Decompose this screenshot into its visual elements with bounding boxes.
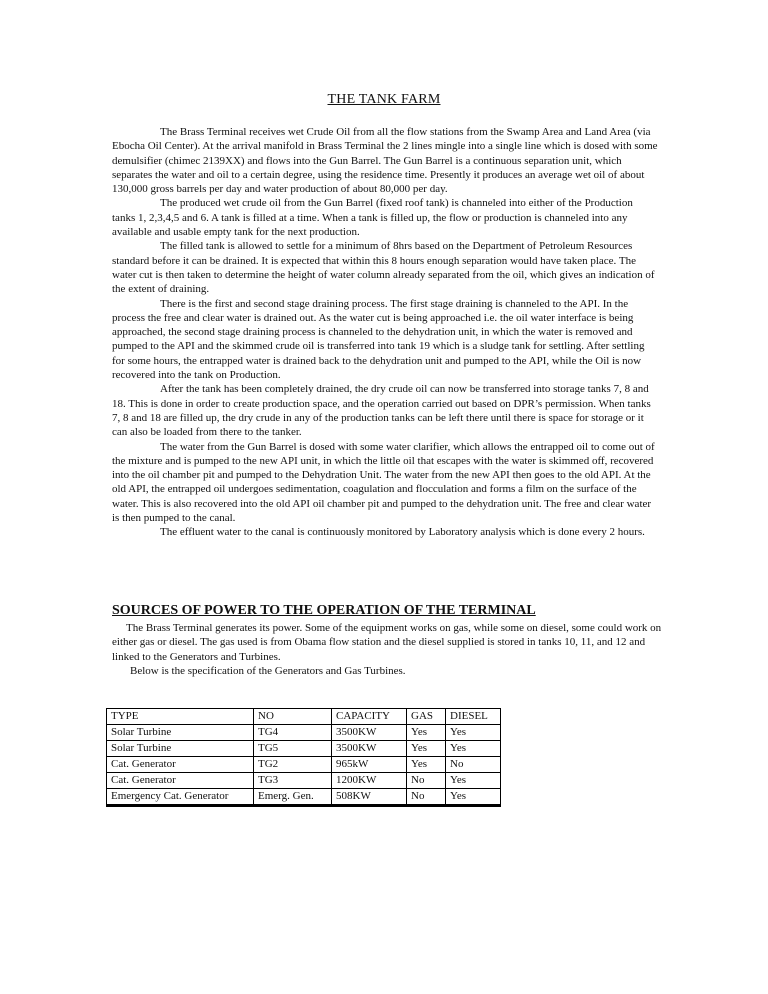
cell-diesel: Yes: [446, 741, 501, 757]
cell-no: TG3: [254, 773, 332, 789]
cell-capacity: 965kW: [332, 757, 407, 773]
cell-capacity: 508KW: [332, 789, 407, 806]
cell-capacity: 3500KW: [332, 741, 407, 757]
page-title: THE TANK FARM: [327, 92, 441, 107]
header-no: NO: [254, 709, 332, 725]
cell-no: TG5: [254, 741, 332, 757]
cell-gas: Yes: [407, 741, 446, 757]
paragraph-1: The Brass Terminal receives wet Crude Oil from all the flow stations from the Swamp Area and Land Area (via Ebocha Oil Center). At the arrival manifold in Brass Terminal the 2 lines mingle into a single line which is dosed with some demulsifier (chimec 2139XX) and flows into the Gun Barrel. The Gun Barrel is a continuous separation unit, which separates the water and oil to a certain degree, using the residence time. Presently it produces an average wet oil of about 130,000 gross barrels per day and water production of about 80,000 per day.: [112, 126, 658, 196]
cell-diesel: Yes: [446, 725, 501, 741]
cell-no: TG2: [254, 757, 332, 773]
table-intro: Below is the specification of the Generators and Gas Turbines.: [130, 664, 406, 677]
cell-gas: No: [407, 789, 446, 806]
paragraph-5: After the tank has been completely drained, the dry crude oil can now be transferred into storage tanks 7, 8 and 18. This is done in order to create production space, and the operation carried out based on DPR’s permission. When tanks 7, 8 and 18 are filled up, the dry crude in any of the production tanks can be left there until there is space for storage or it can also be loaded from there to the tanker.: [112, 383, 651, 439]
paragraph-3: The filled tank is allowed to settle for a minimum of 8hrs based on the Department of Petroleum Resources standard before it can be drained. It is expected that within this 8 hours enough separation would have taken place. The water cut is then taken to determine the height of water column already separated from the oil, which gives an indication of the extent of draining.: [112, 240, 655, 296]
cell-diesel: Yes: [446, 789, 501, 806]
cell-gas: Yes: [407, 757, 446, 773]
paragraph-4: There is the first and second stage draining process. The first stage draining is channeled to the API. In the process the free and clear water is drained out. As the water cut is being approached i.e. the oil water interface is being approached, the second stage draining process is channeled to the dehydration unit, in which the water is removed and pumped to the API and the skimmed crude oil is transferred into tank 19 which is a sludge tank for settling. After settling for some hours, the entrapped water is drained back to the dehydration unit and pumped to the API, while the Oil is now recovered into the tank on Production.: [112, 297, 645, 382]
power-paragraph: The Brass Terminal generates its power. Some of the equipment works on gas, while some on diesel, some could work on either gas or diesel. The gas used is from Obama flow station and the diesel supplied is stored in tanks 10, 11, and 12 and linked to the Generators and Turbines.: [112, 622, 662, 663]
table-row: [107, 757, 501, 773]
cell-type: Solar Turbine: [107, 741, 254, 757]
cell-capacity: 3500KW: [332, 725, 407, 741]
cell-no: Emerg. Gen.: [254, 789, 332, 806]
paragraph-6: The water from the Gun Barrel is dosed with some water clarifier, which allows the entrapped oil to come out of the mixture and is pumped to the new API unit, in which the little oil that escapes with the water is skimmed off, recovered into the oil chamber pit and pumped to the Dehydration Unit. The water from the new API then goes to the old API. At the old API, the entrapped oil undergoes sedimentation, coagulation and flocculation and forms a film on the surface of the water. This is also recovered into the old API oil chamber pit and pumped to the dehydration unit. The free and clear water is then pumped to the canal.: [112, 440, 655, 525]
cell-diesel: Yes: [446, 773, 501, 789]
paragraph-2: The produced wet crude oil from the Gun Barrel (fixed roof tank) is channeled into either of the Production tanks 1, 2,3,4,5 and 6. A tank is filled at a time. When a tank is filled up, the flow or production is channeled into any available and usable empty tank for the next production.: [112, 197, 633, 239]
power-section-body: [112, 621, 662, 678]
cell-gas: Yes: [407, 725, 446, 741]
cell-type: Emergency Cat. Generator: [107, 789, 254, 806]
cell-no: TG4: [254, 725, 332, 741]
table-row: [107, 725, 501, 741]
header-capacity: CAPACITY: [332, 709, 407, 725]
table-row: [107, 789, 501, 806]
header-diesel: DIESEL: [446, 709, 501, 725]
generator-spec-table: [106, 708, 501, 807]
cell-type: Solar Turbine: [107, 725, 254, 741]
tank-farm-body: [112, 125, 658, 540]
paragraph-7: The effluent water to the canal is continuously monitored by Laboratory analysis which is done every 2 hours.: [160, 526, 645, 539]
section-heading-power: SOURCES OF POWER TO THE OPERATION OF THE TERMINAL: [112, 603, 536, 618]
cell-diesel: No: [446, 757, 501, 773]
cell-capacity: 1200KW: [332, 773, 407, 789]
table-header-row: [107, 709, 501, 725]
table-row: [107, 773, 501, 789]
cell-type: Cat. Generator: [107, 757, 254, 773]
cell-type: Cat. Generator: [107, 773, 254, 789]
cell-gas: No: [407, 773, 446, 789]
table-row: [107, 741, 501, 757]
header-gas: GAS: [407, 709, 446, 725]
header-type: TYPE: [107, 709, 254, 725]
